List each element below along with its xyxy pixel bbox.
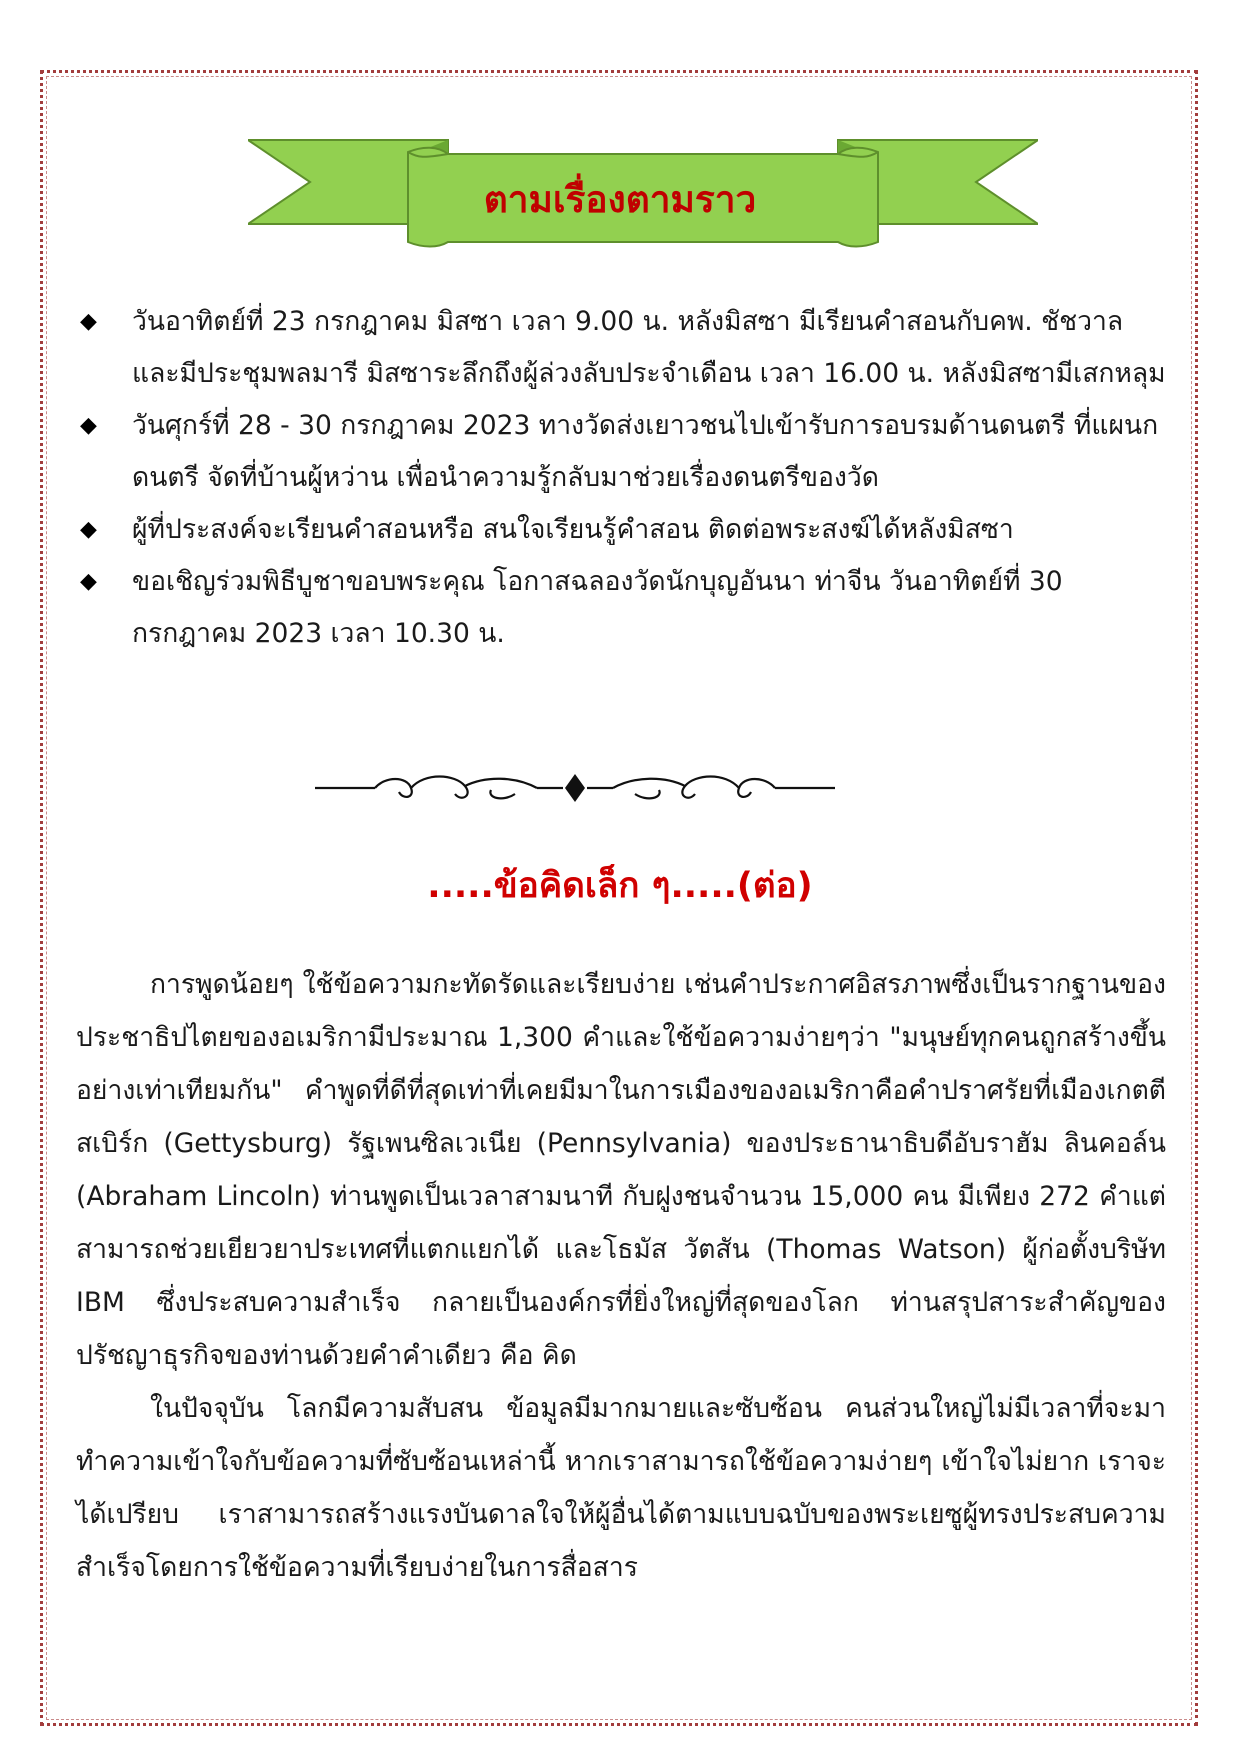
list-item	[76, 556, 1166, 660]
list-item	[76, 400, 1166, 504]
announcement-text: ขอเชิญร่วมพิธีบูชาขอบพระคุณ โอกาสฉลองวัดนักบุญอันนา ท่าจีน วันอาทิตย์ที่ 30 กรกฎาคม 2023 เวลา 10.30 น.	[132, 566, 1063, 649]
article-title: .....ข้อคิดเล็ก ๆ.....(ต่อ)	[427, 866, 813, 906]
paragraph: การพูดน้อยๆ ใช้ข้อความกะทัดรัดและเรียบง่าย เช่นคำประกาศอิสรภาพซึ่งเป็นรากฐานของประชาธิปไตยของอเมริกามีประมาณ 1,300 คำและใช้ข้อความง่ายๆว่า "มนุษย์ทุกคนถูกสร้างขึ้นอย่างเท่าเทียมกัน" คำพูดที่ดีที่สุดเท่าที่เคยมีมาในการเมืองของอเมริกาคือคำปราศรัยที่เมืองเกตตีสเบิร์ก (Gettysburg) รัฐเพนซิลเวเนีย (Pennsylvania) ของประธานาธิบดีอับราฮัม ลินคอล์น (Abraham Lincoln) ท่านพูดเป็นเวลาสามนาที กับฝูงชนจำนวน 15,000 คน มีเพียง 272 คำแต่สามารถช่วยเยียวยาประเทศที่แตกแยกได้ และโธมัส วัตสัน (Thomas Watson) ผู้ก่อตั้งบริษัท IBM ซึ่งประสบความสำเร็จ กลายเป็นองค์กรที่ยิ่งใหญ่ที่สุดของโลก ท่านสรุปสาระสำคัญของปรัชญาธุรกิจของท่านด้วยคำคำเดียว คือ คิด	[76, 969, 1166, 1371]
diamond-bullet-icon: ◆	[80, 309, 97, 334]
diamond-bullet-icon: ◆	[80, 569, 97, 594]
paragraph: ในปัจจุบัน โลกมีความสับสน ข้อมูลมีมากมายและซับซ้อน คนส่วนใหญ่ไม่มีเวลาที่จะมาทำความเข้าใจกับข้อความที่ซับซ้อนเหล่านี้ หากเราสามารถใช้ข้อความง่ายๆ เข้าใจไม่ยาก เราจะได้เปรียบ เราสามารถสร้างแรงบันดาลใจให้ผู้อื่นได้ตามแบบฉบับของพระเยซูผู้ทรงประสบความสำเร็จโดยการใช้ข้อความที่เรียบง่ายในการสื่อสาร	[76, 1393, 1166, 1583]
list-item	[76, 504, 1166, 556]
banner-title: ตามเรื่องตามราว	[483, 177, 757, 221]
announcement-text: วันอาทิตย์ที่ 23 กรกฎาคม มิสซา เวลา 9.00 น. หลังมิสซา มีเรียนคำสอนกับคพ. ชัชวาล และมีประชุมพลมารี มิสซาระลึกถึงผู้ล่วงลับประจำเดือน เวลา 16.00 น. หลังมิสซามีเสกหลุม	[132, 306, 1166, 389]
announcement-text: วันศุกร์ที่ 28 - 30 กรกฎาคม 2023 ทางวัดส่งเยาวชนไปเข้ารับการอบรมด้านดนตรี ที่แผนกดนตรี จัดที่บ้านผู้หว่าน เพื่อนำความรู้กลับมาช่วยเรื่องดนตรีของวัด	[132, 410, 1159, 493]
article-body	[76, 958, 1166, 1594]
ornamental-divider-icon	[315, 768, 835, 808]
list-item	[76, 296, 1166, 400]
announcement-text: ผู้ที่ประสงค์จะเรียนคำสอนหรือ สนใจเรียนรู้คำสอน ติดต่อพระสงฆ์ได้หลังมิสซา	[132, 514, 1014, 545]
diamond-bullet-icon: ◆	[80, 517, 97, 542]
diamond-bullet-icon: ◆	[80, 413, 97, 438]
announcement-list	[76, 296, 1166, 660]
